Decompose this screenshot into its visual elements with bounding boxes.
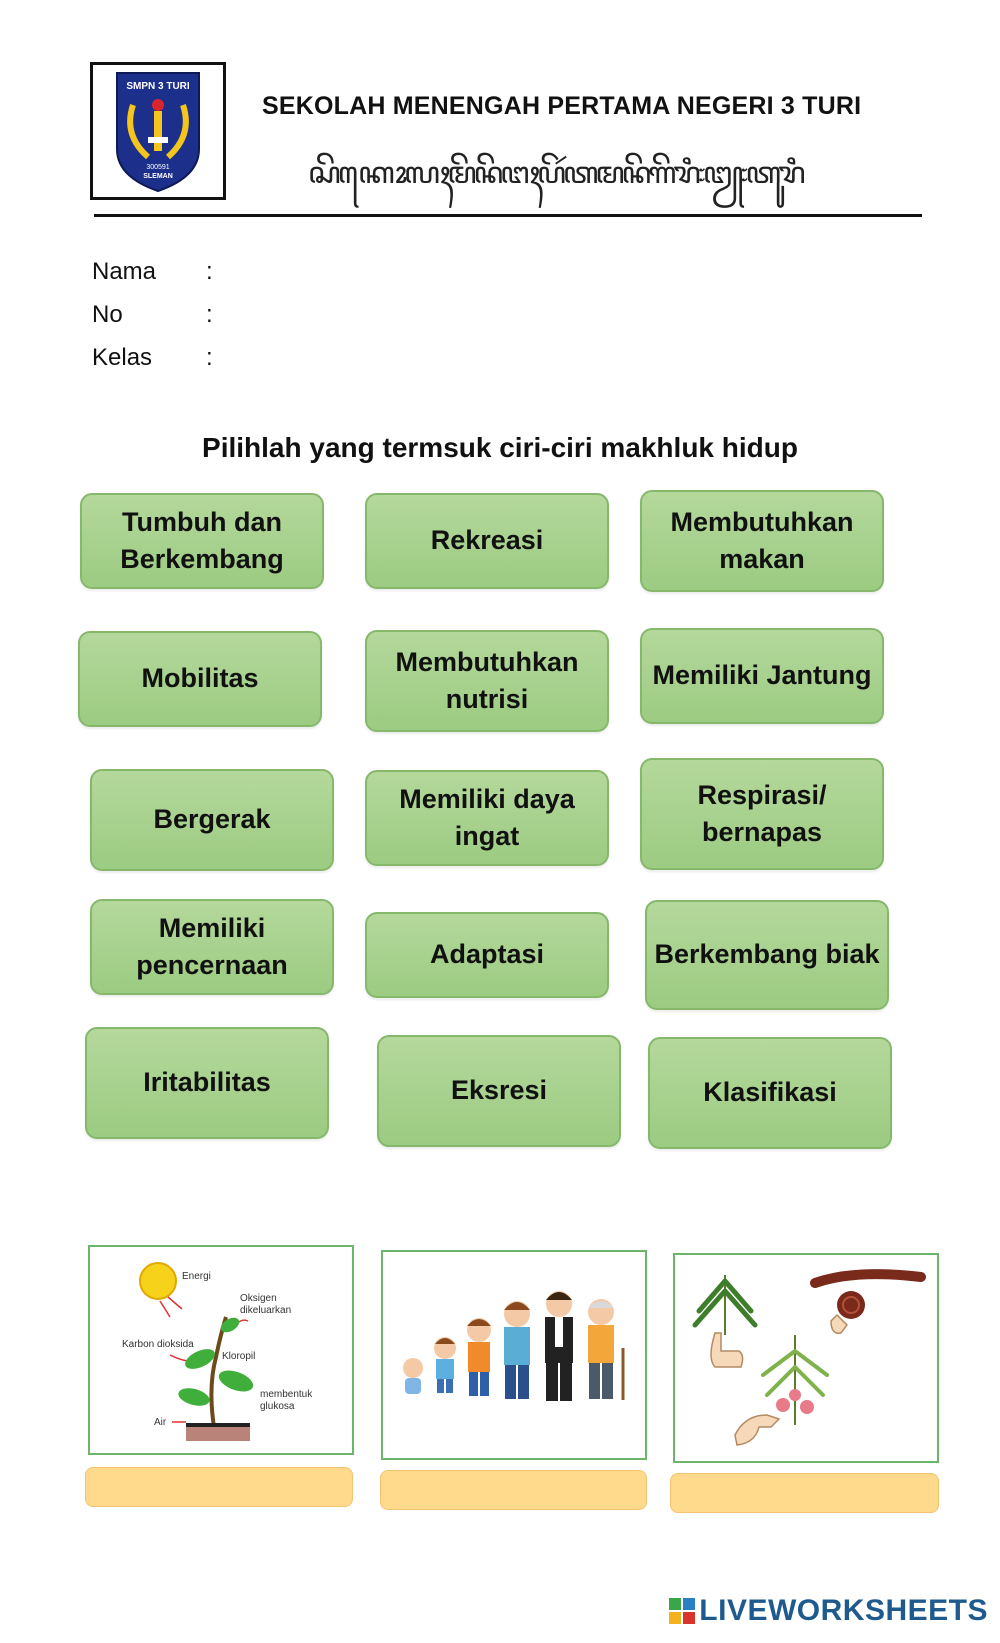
touching-hand-icon — [735, 1415, 779, 1445]
school-logo-icon — [93, 65, 223, 197]
field-colon-no: : — [206, 301, 213, 328]
option-respirasi[interactable]: Respirasi/ bernapas — [640, 758, 884, 870]
option-eksresi[interactable]: Eksresi — [377, 1035, 621, 1147]
field-colon-nama: : — [206, 258, 213, 285]
instruction-text: Pilihlah yang termsuk ciri-ciri makhluk hidup — [202, 432, 798, 463]
label-air: Air — [154, 1417, 167, 1428]
liveworksheets-logo-icon — [669, 1598, 695, 1624]
option-membutuhkan-nutrisi[interactable]: Membutuhkan nutrisi — [365, 630, 609, 732]
adult-figure — [545, 1291, 573, 1401]
option-memiliki-daya-ingat[interactable]: Memiliki daya ingat — [365, 770, 609, 866]
human-growth-picture — [381, 1250, 647, 1460]
sun-icon — [140, 1263, 176, 1299]
option-berkembang-biak[interactable]: Berkembang biak — [645, 900, 889, 1010]
mimosa-plant-top — [695, 1275, 755, 1335]
irritability-picture — [673, 1253, 939, 1463]
option-adaptasi[interactable]: Adaptasi — [365, 912, 609, 998]
header-divider — [94, 214, 922, 217]
label-membentuk-1: membentuk — [260, 1389, 313, 1400]
school-logo-frame — [90, 62, 226, 200]
label-energi: Energi — [182, 1271, 211, 1282]
school-title: SEKOLAH MENENGAH PERTAMA NEGERI 3 TURI — [262, 92, 862, 120]
option-iritabilitas[interactable]: Iritabilitas — [85, 1027, 329, 1139]
label-kloropil: Kloropil — [222, 1351, 256, 1362]
javanese-script-title: ꦱꦼꦏꦺꦴꦭꦃꦩꦼꦤꦼꦔꦃꦥꦼꦂꦠꦩꦤꦼꦒꦼꦫꦶ꧇꧓꧇ꦠꦸꦫꦶ — [308, 156, 803, 191]
liveworksheets-brand — [669, 1594, 988, 1628]
option-memiliki-jantung[interactable]: Memiliki Jantung — [640, 628, 884, 724]
field-label-kelas: Kelas — [92, 344, 153, 371]
mimosa-plant-bottom — [763, 1335, 827, 1425]
option-rekreasi[interactable]: Rekreasi — [365, 493, 609, 589]
baby-figure — [403, 1358, 423, 1394]
elder-figure — [588, 1299, 623, 1400]
child-figure — [467, 1318, 491, 1396]
millipede-icon — [815, 1274, 921, 1319]
teen-figure — [504, 1301, 530, 1399]
answer-box-1[interactable] — [85, 1467, 353, 1507]
label-oksigen-1: Oksigen — [240, 1293, 277, 1304]
option-bergerak[interactable]: Bergerak — [90, 769, 334, 871]
field-colon-kelas: : — [206, 344, 213, 371]
option-membutuhkan-makan[interactable]: Membutuhkan makan — [640, 490, 884, 592]
soil-layer — [186, 1427, 250, 1441]
label-membentuk-2: glukosa — [260, 1401, 295, 1412]
option-memiliki-pencernaan[interactable]: Memiliki pencernaan — [90, 899, 334, 995]
logo-code: 300591 — [146, 164, 170, 171]
label-oksigen-2: dikeluarkan — [240, 1305, 292, 1316]
answer-box-2[interactable] — [380, 1470, 647, 1510]
option-tumbuh-dan-berkembang[interactable]: Tumbuh dan Berkembang — [80, 493, 324, 589]
option-mobilitas[interactable]: Mobilitas — [78, 631, 322, 727]
finger-icon — [831, 1315, 847, 1333]
field-label-nama: Nama — [92, 258, 157, 285]
toddler-figure — [434, 1337, 456, 1393]
option-klasifikasi[interactable]: Klasifikasi — [648, 1037, 892, 1149]
photosynthesis-picture — [88, 1245, 354, 1455]
answer-box-3[interactable] — [670, 1473, 939, 1513]
label-karbon: Karbon dioksida — [122, 1339, 194, 1350]
pointing-hand-icon — [711, 1333, 743, 1367]
logo-region: SLEMAN — [143, 173, 173, 180]
field-label-no: No — [92, 301, 123, 328]
brand-text: LIVEWORKSHEETS — [699, 1594, 988, 1627]
logo-top-text: SMPN 3 TURI — [126, 81, 190, 92]
